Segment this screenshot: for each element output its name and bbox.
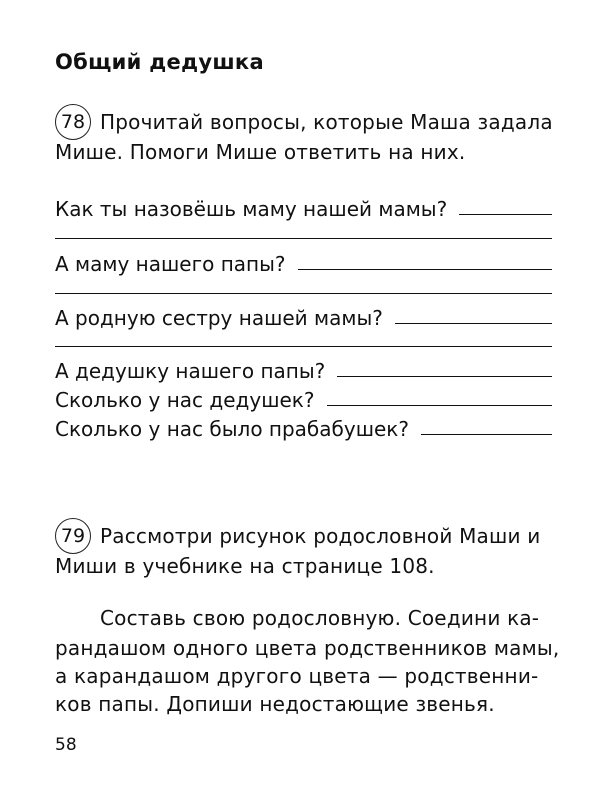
answer-line-1[interactable] bbox=[459, 214, 552, 215]
question-row-5 bbox=[55, 384, 552, 412]
question-2: А маму нашего папы? bbox=[55, 252, 286, 276]
task-79-text-line-2: Миши в учебнике на странице 108. bbox=[55, 554, 435, 578]
question-4: А дедушку нашего папы? bbox=[55, 359, 326, 383]
question-row-3 bbox=[55, 302, 552, 330]
task-78-text-line-2: Мише. Помоги Мише ответить на них. bbox=[55, 140, 466, 164]
instruction-line-4: ков папы. Допиши недостающие звенья. bbox=[55, 692, 495, 716]
answer-line-3[interactable] bbox=[395, 323, 552, 324]
answer-line-6[interactable] bbox=[421, 434, 552, 435]
answer-line-5[interactable] bbox=[327, 405, 552, 406]
question-5: Сколько у нас дедушек? bbox=[55, 388, 315, 412]
question-6: Сколько у нас было прабабушек? bbox=[55, 417, 409, 441]
question-row-6 bbox=[55, 413, 552, 441]
instruction-line-1: Составь свою родословную. Соедини ка- bbox=[100, 606, 540, 630]
task-number-79: 79 bbox=[55, 518, 91, 554]
task-79-text-line-1: Рассмотри рисунок родословной Маши и bbox=[100, 524, 541, 548]
task-number-78: 78 bbox=[55, 104, 91, 140]
question-row-1 bbox=[55, 193, 552, 221]
answer-line-2-continuation[interactable] bbox=[55, 293, 552, 294]
answer-line-1-continuation[interactable] bbox=[55, 238, 552, 239]
question-row-2 bbox=[55, 248, 552, 276]
answer-line-2[interactable] bbox=[298, 269, 552, 270]
question-row-4 bbox=[55, 355, 552, 383]
page-number: 58 bbox=[55, 735, 77, 755]
answer-line-3-continuation[interactable] bbox=[55, 346, 552, 347]
instruction-line-2: рандашом одного цвета родственников мамы, bbox=[55, 636, 560, 660]
task-78-text-line-1: Прочитай вопросы, которые Маша задала bbox=[100, 110, 553, 134]
question-3: А родную сестру нашей мамы? bbox=[55, 306, 383, 330]
instruction-line-3: а карандашом другого цвета — родственни- bbox=[55, 664, 539, 688]
page-title: Общий дедушка bbox=[55, 50, 264, 74]
question-1: Как ты назовёшь маму нашей мамы? bbox=[55, 197, 448, 221]
answer-line-4[interactable] bbox=[337, 376, 552, 377]
